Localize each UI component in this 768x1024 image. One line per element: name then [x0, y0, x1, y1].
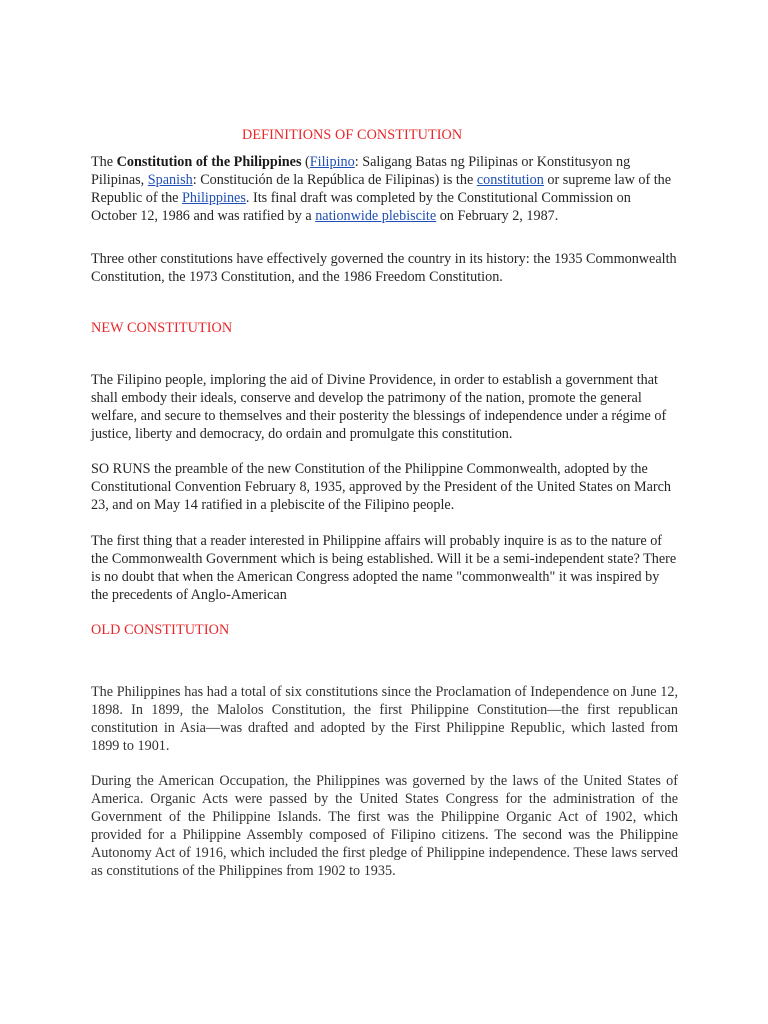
p1-text-6: . Its final draft was completed by the Constitutional Commission on October 12, 1986 and was ratified by a: [91, 190, 631, 224]
p1-text-4: : Constitución de la República de Filipinas) is the: [192, 172, 477, 188]
p1-text-5: or supreme law of the Republic of the: [91, 172, 672, 206]
heading-old-constitution: OLD CONSTITUTION: [91, 622, 230, 638]
paragraph-definition: [91, 153, 678, 225]
paragraph-so-runs: SO RUNS the preamble of the new Constitution of the Philippine Commonwealth, adopted by the Constitutional Convention February 8, 1935, approved by the President of the United States on March 23, and on May 14 ratified in a plebiscite of the Filipino people.: [91, 461, 672, 513]
paragraph-six-constitutions: The Philippines has had a total of six constitutions since the Proclamation of Independence on June 12, 1898. In 1899, the Malolos Constitution, the first Philippine Constitution—the first republican constitution in Asia—was drafted and adopted by the First Philippine Republic, which lasted from 1899 to 1901.: [91, 684, 678, 754]
p1-bold-title: Constitution of the Philippines: [116, 154, 302, 170]
p1-text-1: The: [91, 154, 117, 170]
paragraph-american-occupation: During the American Occupation, the Philippines was governed by the laws of the United States of America. Organic Acts were passed by the United States Congress for the administration of the Government of the Philippine Islands. The first was the Philippine Organic Act of 1902, which provided for a Philippine Assembly composed of Filipino citizens. The second was the Philippine Autonomy Act of 1916, which included the first pledge of Philippine independence. These laws served as constitutions of the Philippines from 1902 to 1935.: [91, 773, 678, 879]
paragraph-preamble: The Filipino people, imploring the aid of Divine Providence, in order to establish a government that shall embody their ideals, conserve and develop the patrimony of the nation, promote the general welfare, and secure to themselves and their posterity the blessings of independence under a régime of justice, liberty and democracy, do ordain and promulgate this constitution.: [91, 372, 667, 442]
p1-text-2: (: [301, 154, 310, 170]
link-philippines[interactable]: Philippines: [182, 190, 246, 206]
link-nationwide-plebiscite[interactable]: nationwide plebiscite: [315, 208, 437, 224]
link-filipino[interactable]: Filipino: [309, 154, 355, 170]
paragraph-first-thing: The first thing that a reader interested in Philippine affairs will probably inquire is as to the nature of the Commonwealth Government which is being established. Will it be a semi-independent state? There is no doubt that when the American Congress adopted the name "commonwealth" it was inspired by the precedents of Anglo-American: [91, 533, 677, 603]
p1-text-3: : Saligang Batas ng Pilipinas or Konstitusyon ng Pilipinas,: [91, 154, 631, 188]
link-spanish[interactable]: Spanish: [147, 172, 193, 188]
link-constitution[interactable]: constitution: [476, 172, 544, 188]
p1-text-7: on February 2, 1987.: [436, 208, 559, 224]
heading-new-constitution: NEW CONSTITUTION: [91, 320, 233, 336]
paragraph-other-constitutions: Three other constitutions have effectively governed the country in its history: the 1935 Commonwealth Constitution, the 1973 Constitution, and the 1986 Freedom Constitution.: [91, 251, 677, 285]
heading-definitions: DEFINITIONS OF CONSTITUTION: [242, 127, 463, 143]
